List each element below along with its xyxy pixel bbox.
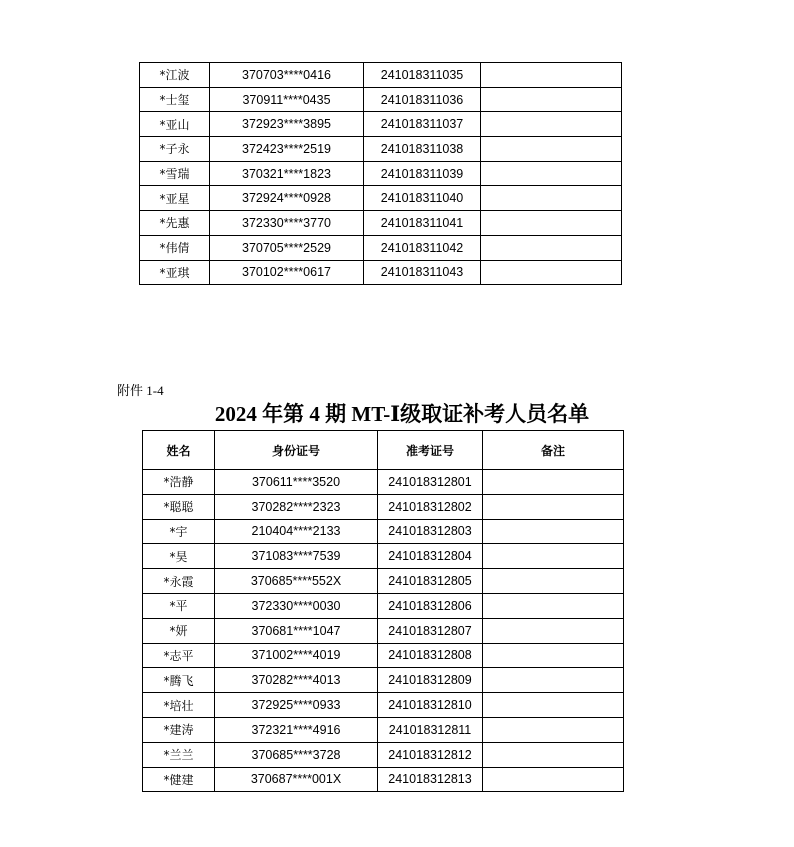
cell-exam-number: 241018312807 [378,618,483,643]
cell-name: *先惠 [140,211,210,236]
cell-id-number: 210404****2133 [215,519,378,544]
cell-note [483,767,624,792]
table-header-row [143,431,624,470]
table-row [143,519,624,544]
cell-exam-number: 241018311039 [364,161,481,186]
cell-exam-number: 241018312812 [378,742,483,767]
cell-note [481,112,622,137]
cell-name: *亚山 [140,112,210,137]
cell-exam-number: 241018312813 [378,767,483,792]
table-row [143,767,624,792]
cell-id-number: 370321****1823 [210,161,364,186]
table-row [143,593,624,618]
cell-name: *子永 [140,137,210,162]
cell-exam-number: 241018311036 [364,87,481,112]
cell-id-number: 371083****7539 [215,544,378,569]
cell-id-number: 370102****0617 [210,260,364,285]
cell-id-number: 370685****552X [215,569,378,594]
table-row [143,569,624,594]
cell-id-number: 370703****0416 [210,63,364,88]
table-row [140,63,622,88]
cell-exam-number: 241018312803 [378,519,483,544]
cell-id-number: 370911****0435 [210,87,364,112]
cell-note [483,519,624,544]
cell-name: *妍 [143,618,215,643]
cell-note [481,87,622,112]
header-note: 备注 [483,431,624,470]
cell-note [483,494,624,519]
cell-id-number: 370687****001X [215,767,378,792]
table-row [140,211,622,236]
cell-id-number: 370681****1047 [215,618,378,643]
cell-name: *腾飞 [143,668,215,693]
cell-exam-number: 241018312806 [378,593,483,618]
table-row [143,544,624,569]
table-row [140,137,622,162]
cell-id-number: 372330****0030 [215,593,378,618]
cell-exam-number: 241018311037 [364,112,481,137]
table-row [143,693,624,718]
cell-id-number: 372923****3895 [210,112,364,137]
cell-id-number: 372330****3770 [210,211,364,236]
cell-exam-number: 241018312805 [378,569,483,594]
cell-note [483,470,624,495]
cell-note [481,186,622,211]
cell-name: *永霞 [143,569,215,594]
cell-id-number: 372321****4916 [215,717,378,742]
header-name: 姓名 [143,431,215,470]
cell-note [483,618,624,643]
cell-name: *兰兰 [143,742,215,767]
cell-name: *亚星 [140,186,210,211]
cell-note [483,569,624,594]
cell-name: *雪瑞 [140,161,210,186]
cell-id-number: 370282****4013 [215,668,378,693]
cell-note [481,137,622,162]
cell-id-number: 370685****3728 [215,742,378,767]
cell-note [481,161,622,186]
page-title: 2024 年第 4 期 MT-Ⅰ级取证补考人员名单 [214,402,590,426]
table-row [140,161,622,186]
cell-exam-number: 241018312811 [378,717,483,742]
cell-exam-number: 241018312810 [378,693,483,718]
cell-exam-number: 241018312802 [378,494,483,519]
cell-note [483,544,624,569]
cell-id-number: 371002****4019 [215,643,378,668]
cell-id-number: 372924****0928 [210,186,364,211]
cell-name: *江波 [140,63,210,88]
table-row [143,717,624,742]
table-row [140,260,622,285]
attachment-label: 附件 1-4 [117,383,164,398]
candidate-table-continued [139,62,622,285]
cell-name: *建涛 [143,717,215,742]
table-row [143,643,624,668]
cell-note [481,211,622,236]
cell-name: *昊 [143,544,215,569]
cell-id-number: 370705****2529 [210,235,364,260]
table-row [143,668,624,693]
cell-name: *志平 [143,643,215,668]
cell-exam-number: 241018311043 [364,260,481,285]
cell-exam-number: 241018312808 [378,643,483,668]
cell-id-number: 370611****3520 [215,470,378,495]
cell-note [483,742,624,767]
cell-note [481,63,622,88]
table-row [140,87,622,112]
cell-note [483,643,624,668]
cell-name: *聪聪 [143,494,215,519]
cell-id-number: 372925****0933 [215,693,378,718]
cell-exam-number: 241018311038 [364,137,481,162]
cell-exam-number: 241018312804 [378,544,483,569]
table-row [143,742,624,767]
cell-name: *平 [143,593,215,618]
table-row [143,618,624,643]
cell-name: *士玺 [140,87,210,112]
header-exam-number: 准考证号 [378,431,483,470]
makeup-exam-candidate-table [142,430,624,792]
cell-note [483,593,624,618]
cell-exam-number: 241018311035 [364,63,481,88]
cell-name: *浩静 [143,470,215,495]
cell-name: *健建 [143,767,215,792]
cell-name: *伟倩 [140,235,210,260]
cell-exam-number: 241018311040 [364,186,481,211]
table-row [143,470,624,495]
cell-id-number: 370282****2323 [215,494,378,519]
cell-note [483,668,624,693]
table-row [140,186,622,211]
table-row [140,112,622,137]
table-row [143,494,624,519]
cell-exam-number: 241018311041 [364,211,481,236]
cell-exam-number: 241018311042 [364,235,481,260]
cell-note [483,717,624,742]
cell-id-number: 372423****2519 [210,137,364,162]
cell-note [481,260,622,285]
cell-name: *宇 [143,519,215,544]
header-id-number: 身份证号 [215,431,378,470]
cell-name: *亚琪 [140,260,210,285]
cell-exam-number: 241018312809 [378,668,483,693]
cell-note [481,235,622,260]
cell-note [483,693,624,718]
cell-exam-number: 241018312801 [378,470,483,495]
cell-name: *培壮 [143,693,215,718]
table-row [140,235,622,260]
